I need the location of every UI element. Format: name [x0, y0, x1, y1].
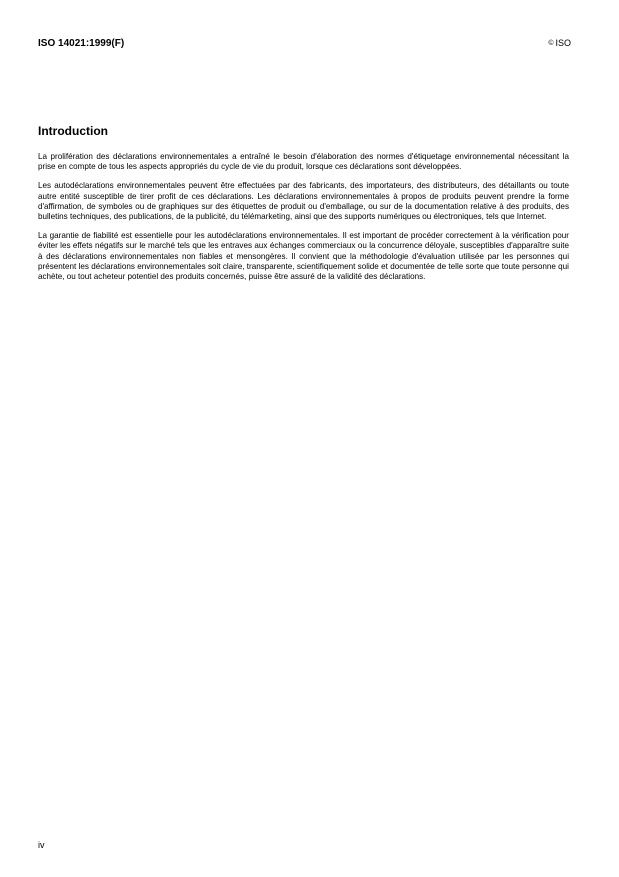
section-body [38, 152, 569, 291]
copyright-owner: ISO [555, 38, 571, 48]
paragraph-2: Les autodéclarations environnementales peuvent être effectuées par des fabricants, des importateurs, des distributeurs, des détaillants ou toute autre entité susceptible de tirer profit de ces déclarations. Les déclarations environnementales à propos de produits peuvent prendre la forme d'affirmation, de symboles ou de graphiques sur des étiquettes de produit ou d'emballage, ou sur de la documentation relative à des produits, des bulletins techniques, des publications, de la publicité, du télémarketing, ainsi que des supports numériques ou électroniques, tels que Internet. [38, 181, 569, 222]
paragraph-3: La garantie de fiabilité est essentielle pour les autodéclarations environnementales. Il est important de procéder correctement à la vérification pour éviter les effets négatifs sur le marché tels que les entraves aux échanges commerciaux ou la concurrence déloyale, susceptibles d'apparaître suite à des déclarations environnementales non fiables et mensongères. Il convient que la méthodologie d'évaluation utilisée par les personnes qui présentent les déclarations environnementales soit claire, transparente, scientifiquement solide et documentée de telle sorte que toute personne qui achète, ou tout acheteur potentiel des produits concernés, puisse être assuré de la validité des déclarations. [38, 231, 569, 282]
copyright-symbol: © [548, 40, 554, 47]
paragraph-1: La prolifération des déclarations environnementales a entraîné le besoin d'élaboration des normes d'étiquetage environnemental nécessitant la prise en compte de tous les aspects appropriés du cycle de vie du produit, lorsque ces déclarations sont développées. [38, 152, 569, 172]
standard-designation: ISO 14021:1999(F) [38, 38, 125, 49]
section-title: Introduction [38, 124, 108, 138]
page-number: iv [38, 840, 45, 850]
copyright-notice [548, 38, 571, 48]
